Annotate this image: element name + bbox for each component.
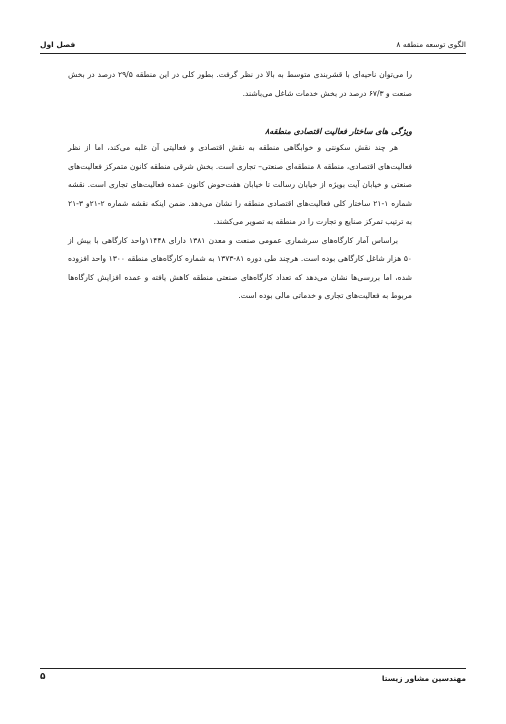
section-title: ویژگی های ساختار فعالیت اقتصادی منطقه۸: [264, 127, 412, 136]
header-title: الگوی توسعه منطقه ۸: [396, 40, 466, 49]
page-header: [40, 38, 466, 52]
body-text: [68, 66, 412, 306]
intro-paragraph: را می‌توان ناحیه‌ای با قشربندی متوسط به بالا در نظر گرفت. بطور کلی در این منطقه ۲۹/۵ درصد در بخش صنعت و ۶۷/۳ درصد در بخش خدمات شاغل می‌باشند.: [68, 70, 412, 98]
footer-company: مهندسین مشاور زیستا: [381, 674, 466, 683]
footer-rule: [40, 668, 466, 669]
header-rule: [40, 53, 466, 54]
page-number: ۵: [40, 672, 46, 682]
paragraph-1: هر چند نقش سکونتی و خوابگاهی منطقه به نقش اقتصادی و فعالیتی آن غلبه می‌کند، اما از نظر فعالیت‌های اقتصادی، منطقه ۸ منطقه‌ای صنعتی– تجاری است. بخش شرقی منطقه کانون متمرکز فعالیت‌های صنعتی و خیابان آیت بویژه از خیابان رسالت تا خیابان هفت‌حوض کانون عمده فعالیت‌های تجاری است. نقشه شماره ۱-۲۱ ساختار کلی فعالیت‌های اقتصادی منطقه را نشان می‌دهد. ضمن اینکه نقشه شماره ۲-۲۱و ۳-۲۱ به ترتیب تمرکز صنایع و تجارت را در منطقه به تصویر می‌کشند.: [68, 143, 412, 226]
page-footer: [40, 672, 466, 686]
paragraph-2: براساس آمار کارگاه‌های سرشماری عمومی صنعت و معدن ۱۳۸۱ دارای ۱۱۴۴۸واحد کارگاهی با بیش از ۵۰ هزار شاغل کارگاهی بوده است. هرچند طی دوره ۸۱-۱۳۷۳ به شماره کارگاه‌های منطقه ۱۳۰۰ واحد افزوده شده، اما بررسی‌ها نشان می‌دهد که تعداد کارگاه‌های صنعتی منطقه کاهش یافته و عمده افزایش کارگاه‌ها مربوط به فعالیت‌های تجاری و خدماتی مالی بوده است.: [68, 235, 413, 300]
header-chapter: فصل اول: [40, 40, 76, 49]
